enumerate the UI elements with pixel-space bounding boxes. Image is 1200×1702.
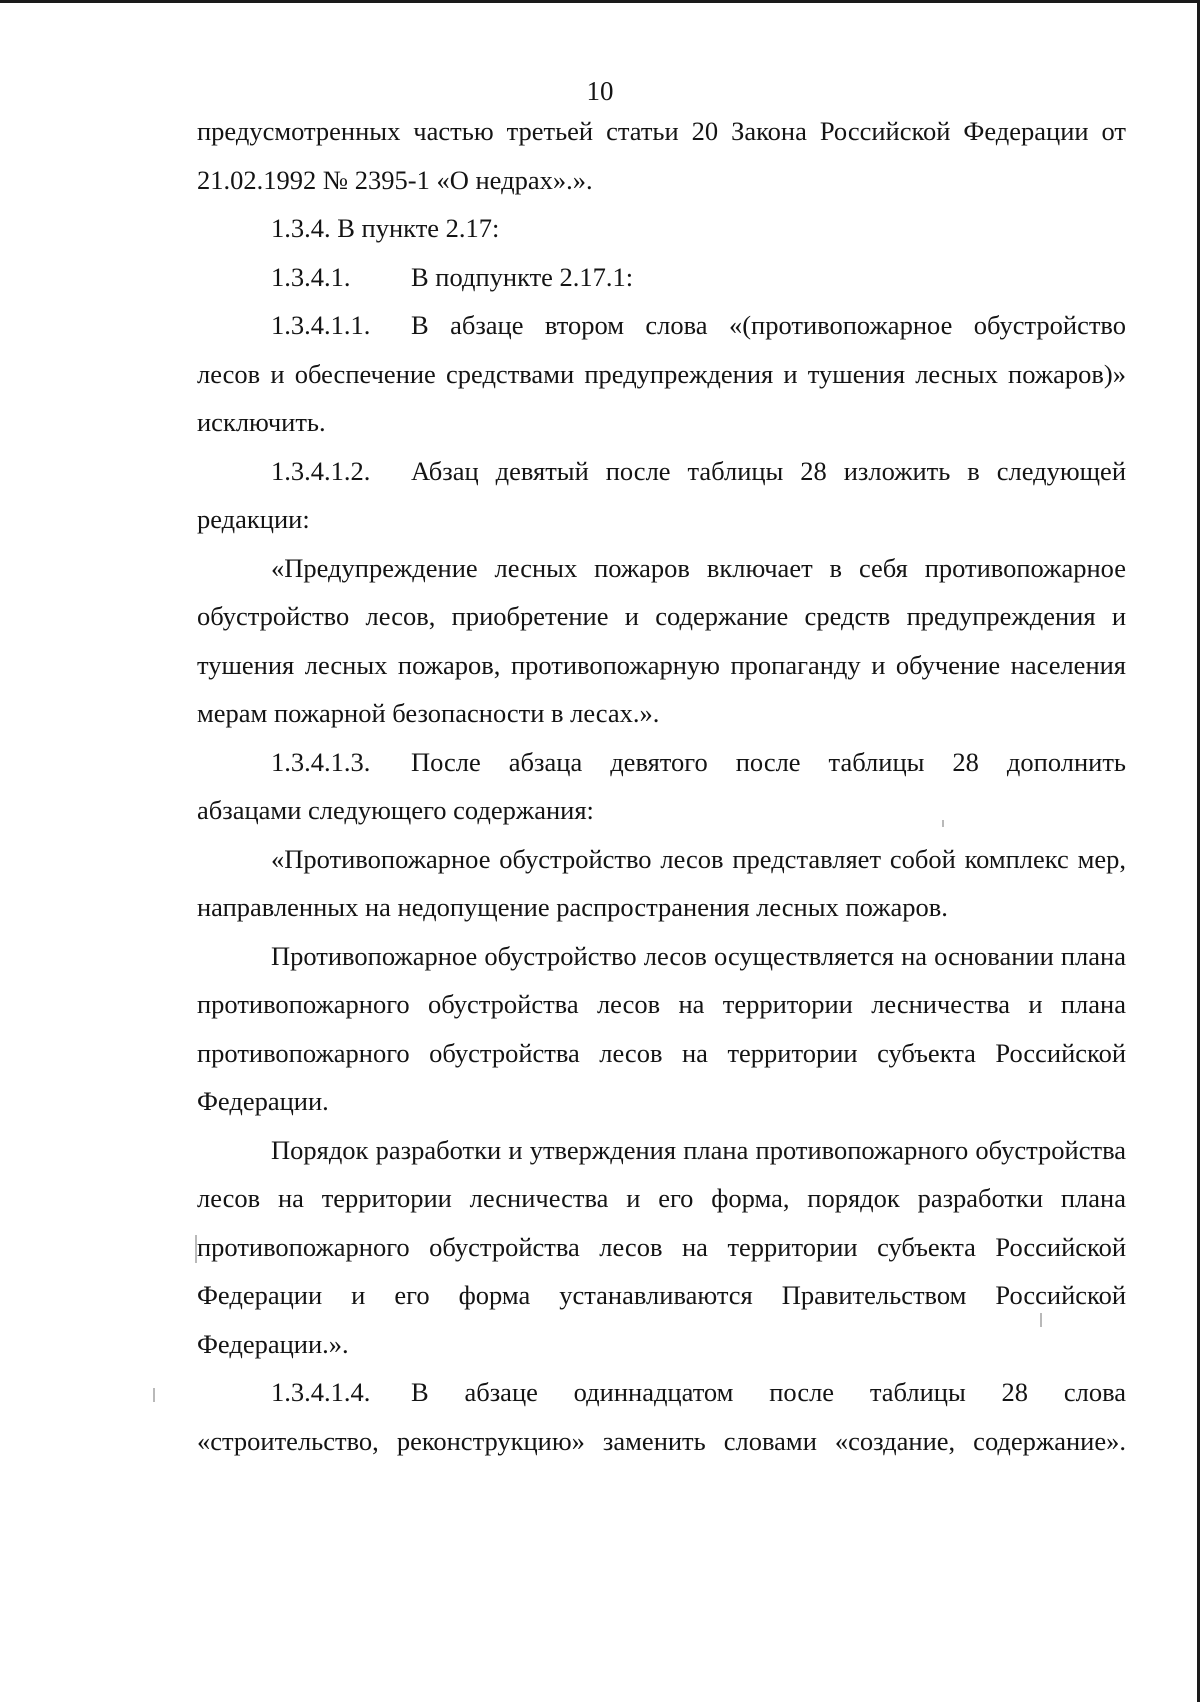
quoted-paragraph: «Противопожарное обустройство лесов представляет собой комплекс мер, направленных на недопущение распространения лесных пожаров. [197, 843, 1126, 922]
quoted-paragraph: «Предупреждение лесных пожаров включает в себя противопожарное обустройство лесов, приобретение и содержание средств предупреждения и тушения лесных пожаров, противопожарную пропаганду и обучение населения мерам пожарной безопасности в лесах.». [197, 552, 1126, 728]
paragraph-item-1-3-4-1-3 [197, 738, 1126, 787]
item-number: 1.3.4.1.3. [271, 746, 371, 777]
paragraph-item-1-3-4-1 [197, 253, 1126, 302]
paragraph-item-1-3-4-1-1 [197, 301, 1126, 350]
item-text: После абзаца девятого после таблицы 28 дополнить [411, 746, 1126, 777]
scan-speck [195, 1235, 197, 1263]
item-number: 1.3.4.1.1. [271, 310, 371, 340]
item-number: 1.3.4.1.4. [271, 1377, 371, 1407]
item-text: В подпункте 2.17.1: [411, 261, 634, 292]
paragraph-item-1-3-4: 1.3.4. В пункте 2.17: [271, 213, 500, 243]
item-text-continuation: лесов и обеспечение средствами предупреждения и тушения лесных пожаров)» исключить. [197, 358, 1126, 437]
scan-speck [942, 820, 944, 827]
scan-speck [1040, 1313, 1042, 1327]
item-text-continuation: редакции: [197, 504, 310, 534]
paragraph-continuation: предусмотренных частью третьей статьи 20 Закона Российской Федерации от 21.02.1992 № 2395-1 «О недрах».». [197, 116, 1126, 195]
document-body [197, 107, 1126, 1465]
item-text: В абзаце втором слова «(противопожарное обустройство [411, 310, 1126, 340]
item-text: Абзац девятый после таблицы 28 изложить в следующей [411, 455, 1126, 486]
item-text-continuation: «строительство, реконструкцию» заменить словами «создание, содержание». [197, 1425, 1126, 1456]
quoted-paragraph: Порядок разработки и утверждения плана противопожарного обустройства лесов на территории лесничества и его форма, порядок разработки плана противопожарного обустройства лесов на территории субъекта Российской Федерации и его форма устанавливаются Правительством Российской Федерации.». [197, 1134, 1126, 1359]
item-text: В абзаце одиннадцатом после таблицы 28 слова [411, 1377, 1126, 1407]
paragraph-item-1-3-4-1-2 [197, 447, 1126, 496]
paragraph-item-1-3-4-1-4 [197, 1368, 1126, 1417]
item-text-continuation: абзацами следующего содержания: [197, 795, 594, 825]
scan-speck [153, 1388, 155, 1402]
item-number: 1.3.4.1. [271, 261, 351, 292]
page-number: 10 [586, 76, 614, 106]
item-number: 1.3.4.1.2. [271, 455, 371, 486]
quoted-paragraph: Противопожарное обустройство лесов осуществляется на основании плана противопожарного обустройства лесов на территории лесничества и плана противопожарного обустройства лесов на территории субъекта Российской Федерации. [197, 940, 1126, 1116]
